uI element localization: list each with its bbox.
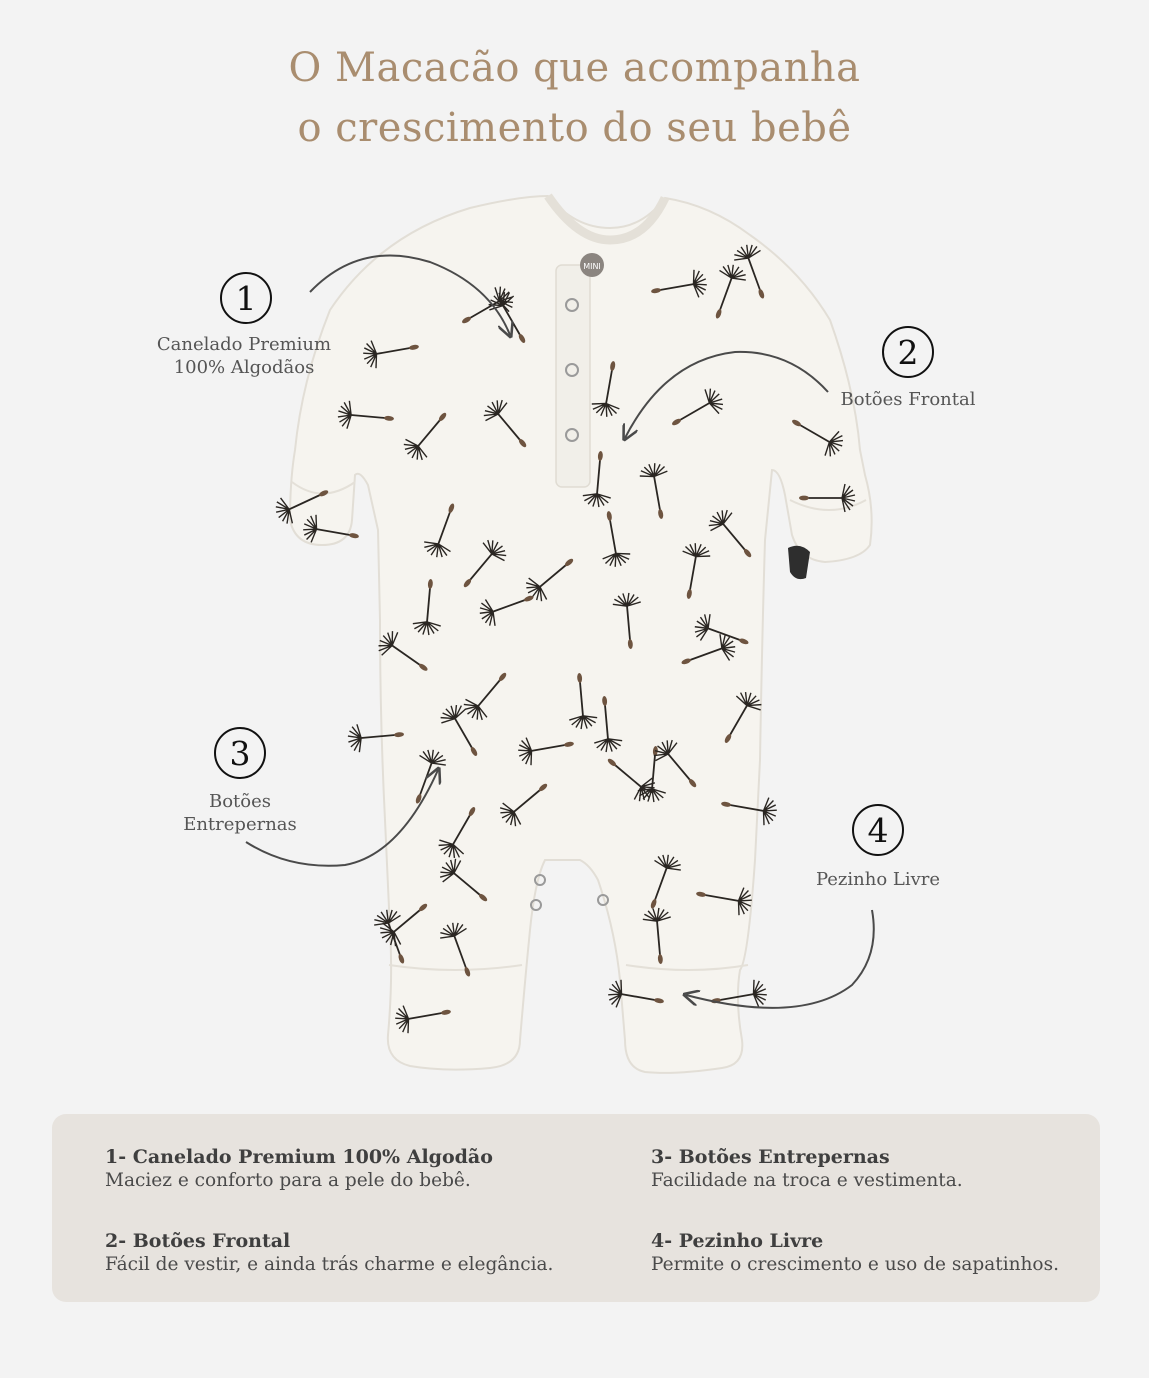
callout-number-4: 4 xyxy=(852,804,904,856)
feature-desc-2: Fácil de vestir, e ainda trás charme e elegância. xyxy=(105,1254,554,1275)
callout-number-2: 2 xyxy=(882,326,934,378)
callout-label-3-line-1: Botões xyxy=(208,791,272,812)
feature-desc-3: Facilidade na troca e vestimenta. xyxy=(651,1170,963,1191)
callout-label-1-line-2: 100% Algodãos xyxy=(173,357,315,378)
feature-desc-4: Permite o crescimento e uso de sapatinhos. xyxy=(651,1254,1059,1275)
brand-tag-text: MINI xyxy=(583,262,601,271)
callout-label-3 xyxy=(140,790,340,836)
feature-desc-1: Maciez e conforto para a pele do bebê. xyxy=(105,1170,471,1191)
feature-heading-3: 3- Botões Entrepernas xyxy=(651,1146,890,1168)
feature-item-2 xyxy=(105,1230,575,1276)
feature-item-1 xyxy=(105,1146,575,1192)
callout-label-2 xyxy=(808,388,1008,411)
feature-item-3 xyxy=(651,1146,1121,1192)
callout-label-4-line-1: Pezinho Livre xyxy=(815,869,941,890)
callout-label-2-line-1: Botões Frontal xyxy=(840,389,976,410)
callout-number-1: 1 xyxy=(220,272,272,324)
features-panel xyxy=(52,1114,1100,1302)
callout-label-1 xyxy=(124,333,364,379)
romper-garment xyxy=(290,196,872,1073)
title-line-1: O Macacão que acompanha xyxy=(288,45,861,91)
callout-label-1-line-1: Canelado Premium xyxy=(156,334,332,355)
feature-item-4 xyxy=(651,1230,1121,1276)
feature-heading-4: 4- Pezinho Livre xyxy=(651,1230,824,1252)
feature-heading-1: 1- Canelado Premium 100% Algodão xyxy=(105,1146,493,1168)
title-line-2: o crescimento do seu bebê xyxy=(297,105,852,151)
callout-label-4 xyxy=(778,868,978,891)
feature-heading-2: 2- Botões Frontal xyxy=(105,1230,291,1252)
callout-label-3-line-2: Entrepernas xyxy=(183,814,297,835)
callout-number-3: 3 xyxy=(214,727,266,779)
